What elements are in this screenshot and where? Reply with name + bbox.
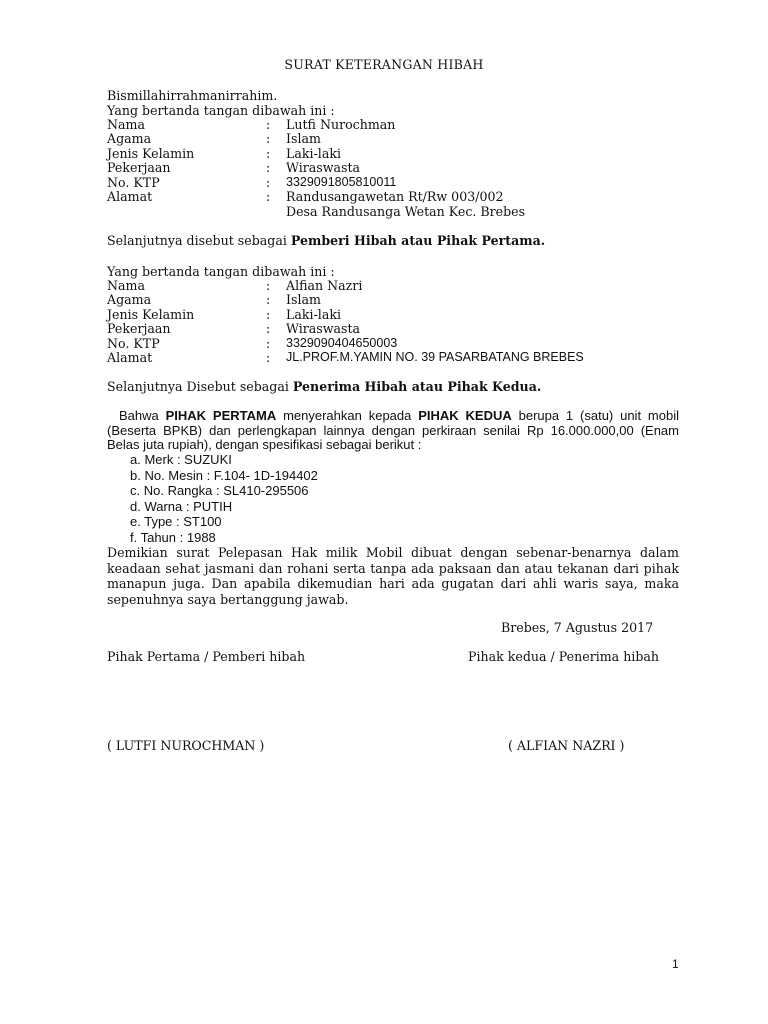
first-party-job-label: Pekerjaan	[107, 160, 171, 175]
colon: :	[266, 146, 271, 161]
first-party-address-label: Alamat	[107, 189, 153, 204]
second-party-intro: Yang bertanda tangan dibawah ini :	[107, 264, 335, 279]
first-party-signature-name: ( LUTFI NUROCHMAN )	[107, 738, 265, 753]
first-party-designation	[107, 233, 545, 248]
first-party-name-label: Nama	[107, 117, 145, 132]
second-party-religion-value: Islam	[286, 292, 321, 307]
colon: :	[266, 292, 271, 307]
body-text: menyerahkan kepada	[276, 408, 419, 423]
body-party-two: PIHAK KEDUA	[418, 408, 512, 423]
second-party-gender-value: Laki-laki	[286, 307, 341, 322]
handover-paragraph	[107, 409, 679, 453]
first-party-signature-role: Pihak Pertama / Pemberi hibah	[107, 649, 306, 664]
first-party-religion-value: Islam	[286, 131, 321, 146]
second-party-job-label: Pekerjaan	[107, 321, 171, 336]
list-item: f. Tahun : 1988	[130, 529, 216, 545]
second-party-address-label: Alamat	[107, 350, 153, 365]
body-text: berupa 1 (satu) unit mobil (Beserta BPKB) dan perlengkapan lainnya dengan perkiraan senilai Rp 16.000.000,00 (Enam Belas juta rupiah), dengan spesifikasi sebagai berikut :	[107, 408, 679, 452]
second-party-signature-role: Pihak kedua / Penerima hibah	[468, 649, 660, 664]
first-party-gender-value: Laki-laki	[286, 146, 341, 161]
second-party-job-value: Wiraswasta	[286, 321, 361, 336]
designation-prefix: Selanjutnya Disebut sebagai	[107, 379, 293, 394]
list-item: d. Warna : PUTIH	[130, 498, 233, 514]
colon: :	[266, 175, 271, 190]
second-party-ktp-value: 3329090404650003	[286, 336, 398, 350]
first-party-address-line2: Desa Randusanga Wetan Kec. Brebes	[286, 204, 526, 219]
colon: :	[266, 117, 271, 132]
document-title: SURAT KETERANGAN HIBAH	[284, 57, 484, 72]
first-party-religion-label: Agama	[107, 131, 152, 146]
second-party-signature-name: ( ALFIAN NAZRI )	[508, 738, 625, 753]
second-party-name-value: Alfian Nazri	[286, 278, 363, 293]
colon: :	[266, 160, 271, 175]
first-party-address-value: Randusangawetan Rt/Rw 003/002	[286, 189, 504, 204]
second-party-ktp-label: No. KTP	[107, 336, 160, 351]
first-party-ktp-label: No. KTP	[107, 175, 160, 190]
first-party-name-value: Lutfi Nurochman	[286, 117, 396, 132]
closing-paragraph: Demikian surat Pelepasan Hak milik Mobil dibuat dengan sebenar-benarnya dalam keadaan sehat jasmani dan rohani serta tanpa ada paksaan dan atau tekanan dari pihak manapun juga. Dan apabila dikemudian hari ada gugatan dari ahli waris saya, maka sepenuhnya saya bertanggung jawab.	[107, 545, 679, 607]
first-party-ktp-value: 3329091805810011	[286, 175, 397, 189]
colon: :	[266, 350, 271, 365]
designation-prefix: Selanjutnya disebut sebagai	[107, 233, 291, 248]
designation-bold: Penerima Hibah atau Pihak Kedua.	[292, 379, 542, 394]
first-party-intro: Yang bertanda tangan dibawah ini :	[107, 103, 335, 118]
page-number: 1	[672, 957, 679, 971]
first-party-gender-label: Jenis Kelamin	[107, 146, 195, 161]
vehicle-spec-list	[130, 452, 318, 545]
second-party-designation	[107, 379, 541, 394]
body-text: Bahwa	[119, 408, 166, 423]
colon: :	[266, 336, 271, 351]
first-party-job-value: Wiraswasta	[286, 160, 361, 175]
colon: :	[266, 307, 271, 322]
list-item: a. Merk : SUZUKI	[130, 452, 232, 467]
second-party-religion-label: Agama	[107, 292, 152, 307]
place-date: Brebes, 7 Agustus 2017	[501, 620, 654, 635]
designation-bold: Pemberi Hibah atau Pihak Pertama.	[290, 233, 546, 248]
second-party-name-label: Nama	[107, 278, 145, 293]
second-party-gender-label: Jenis Kelamin	[107, 307, 195, 322]
body-party-one: PIHAK PERTAMA	[165, 408, 277, 423]
colon: :	[266, 278, 271, 293]
colon: :	[266, 131, 271, 146]
opening-line: Bismillahirrahmanirrahim.	[107, 88, 278, 103]
colon: :	[266, 189, 271, 204]
list-item: c. No. Rangka : SL410-295506	[130, 483, 309, 498]
colon: :	[266, 321, 271, 336]
list-item: e. Type : ST100	[130, 514, 222, 529]
list-item: b. No. Mesin : F.104- 1D-194402	[130, 467, 318, 483]
second-party-address-value: JL.PROF.M.YAMIN NO. 39 PASARBATANG BREBES	[286, 350, 584, 364]
